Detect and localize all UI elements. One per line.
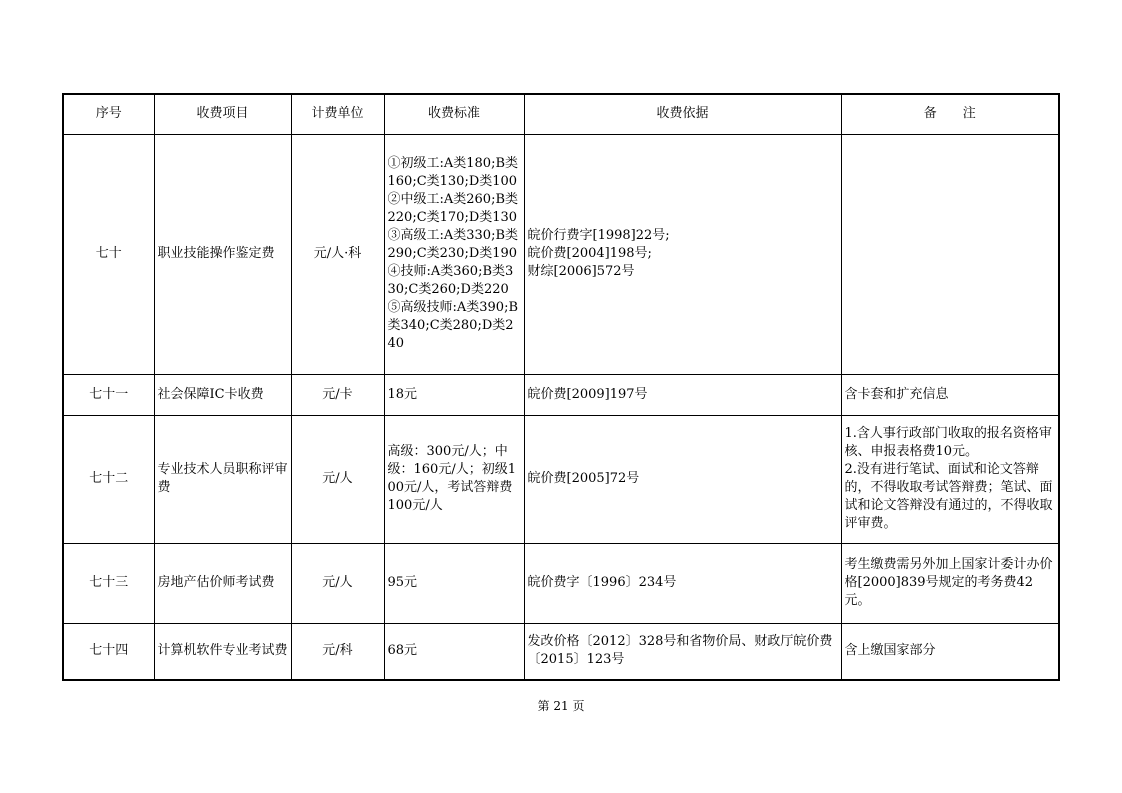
row-item: 社会保障IC卡收费	[154, 374, 291, 415]
row-seq: 七十	[63, 134, 154, 374]
row-basis: 皖价费[2009]197号	[524, 374, 841, 415]
header-unit: 计费单位	[291, 94, 384, 134]
row-unit: 元/科	[291, 623, 384, 680]
row-seq: 七十二	[63, 415, 154, 543]
table-row	[63, 134, 1059, 374]
table-row	[63, 623, 1059, 680]
table-header-row	[63, 94, 1059, 134]
row-remark	[841, 134, 1059, 374]
row-remark: 含卡套和扩充信息	[841, 374, 1059, 415]
table-row	[63, 543, 1059, 623]
row-item: 职业技能操作鉴定费	[154, 134, 291, 374]
table-row	[63, 374, 1059, 415]
row-seq: 七十一	[63, 374, 154, 415]
row-remark: 含上缴国家部分	[841, 623, 1059, 680]
header-seq: 序号	[63, 94, 154, 134]
header-item: 收费项目	[154, 94, 291, 134]
row-standard: 高级：300元/人；中级：160元/人；初级100元/人，考试答辩费100元/人	[384, 415, 524, 543]
header-basis: 收费依据	[524, 94, 841, 134]
row-item: 计算机软件专业考试费	[154, 623, 291, 680]
row-standard: 95元	[384, 543, 524, 623]
row-unit: 元/人·科	[291, 134, 384, 374]
row-unit: 元/卡	[291, 374, 384, 415]
header-remark: 备 注	[841, 94, 1059, 134]
row-remark: 考生缴费需另外加上国家计委计办价格[2000]839号规定的考务费42元。	[841, 543, 1059, 623]
table-row	[63, 415, 1059, 543]
row-unit: 元/人	[291, 415, 384, 543]
header-standard: 收费标准	[384, 94, 524, 134]
row-unit: 元/人	[291, 543, 384, 623]
row-basis: 皖价费[2005]72号	[524, 415, 841, 543]
row-seq: 七十四	[63, 623, 154, 680]
row-basis: 发改价格〔2012〕328号和省物价局、财政厅皖价费〔2015〕123号	[524, 623, 841, 680]
row-seq: 七十三	[63, 543, 154, 623]
page-number: 第 21 页	[537, 699, 585, 713]
row-standard: 68元	[384, 623, 524, 680]
row-basis: 皖价行费字[1998]22号; 皖价费[2004]198号; 财综[2006]572号	[524, 134, 841, 374]
fee-table	[62, 93, 1060, 681]
row-item: 专业技术人员职称评审费	[154, 415, 291, 543]
row-basis: 皖价费字〔1996〕234号	[524, 543, 841, 623]
row-standard: ①初级工:A类180;B类160;C类130;D类100②中级工:A类260;B类220;C类170;D类130③高级工:A类330;B类290;C类230;D类190④技师:A类360;B类330;C类260;D类220⑤高级技师:A类390;B类340;C类280;D类240	[384, 134, 524, 374]
row-item: 房地产估价师考试费	[154, 543, 291, 623]
row-standard: 18元	[384, 374, 524, 415]
row-remark: 1.含人事行政部门收取的报名资格审核、申报表格费10元。 2.没有进行笔试、面试和论文答辩的，不得收取考试答辩费；笔试、面试和论文答辩没有通过的，不得收取评审费。	[841, 415, 1059, 543]
